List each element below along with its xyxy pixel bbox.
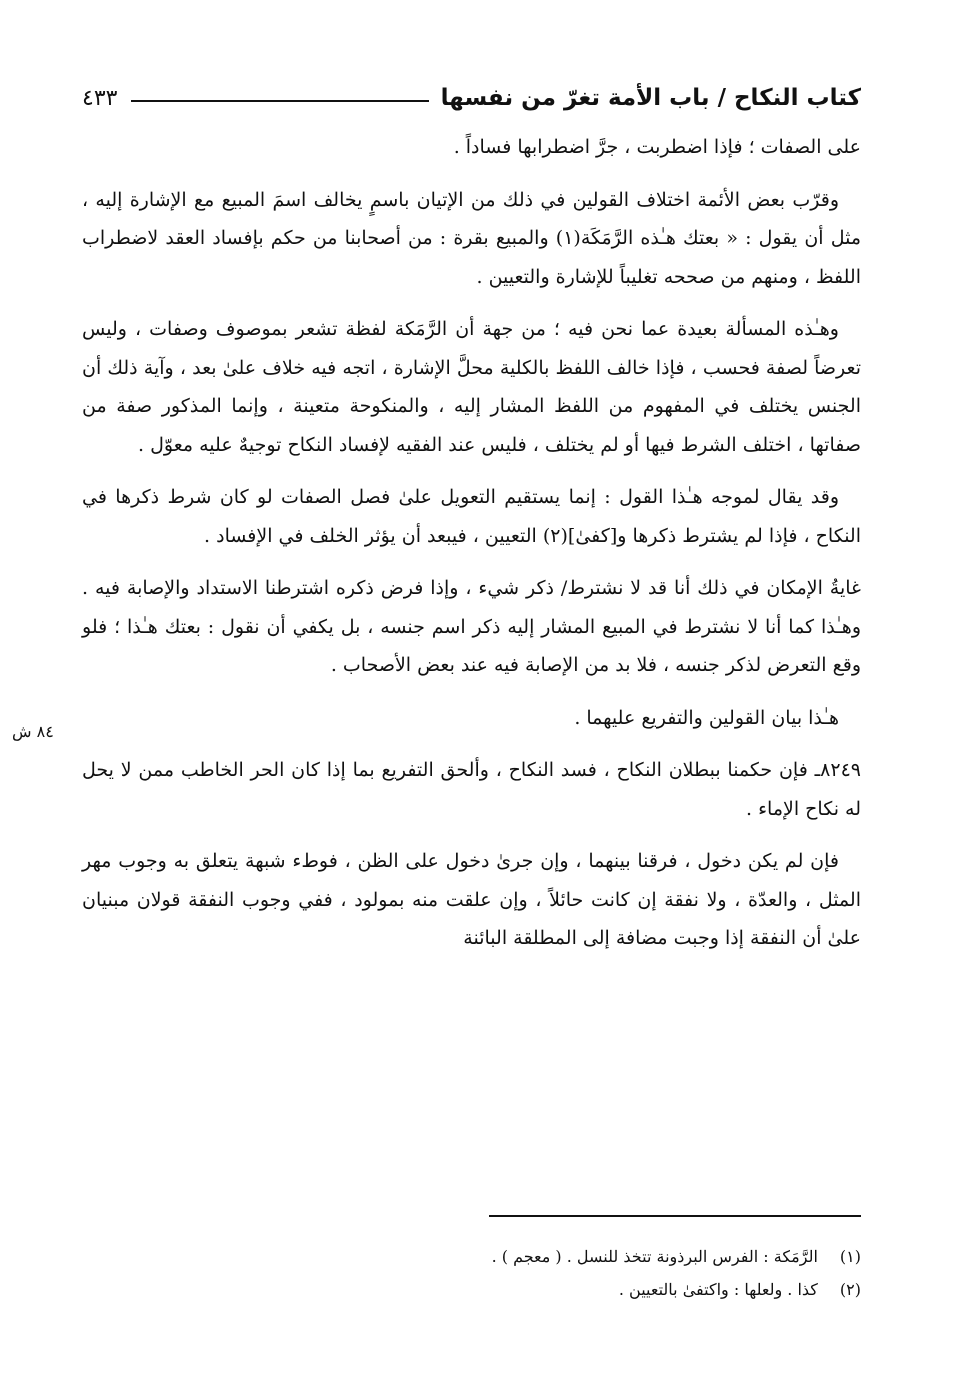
paragraph-numbered: ٨٢٤٩ـ فإن حكمنا ببطلان النكاح ، فسد النكاح ، وألحق التفريع بما إذا كان الحر الخاطب ممن لا يحل له نكاح الإماء . — [82, 759, 861, 820]
main-text — [82, 128, 861, 972]
margin-manuscript-ref: ٨٤ ش — [12, 722, 54, 741]
footnote-item — [82, 1240, 861, 1273]
footnote-number: (١) — [839, 1247, 861, 1266]
footnote-item — [82, 1273, 861, 1306]
footnotes — [82, 1240, 861, 1306]
paragraph: هـٰذا بيان القولين والتفريع عليهما . — [574, 706, 839, 729]
paragraph: على الصفات ؛ فإذا اضطربت ، جرَّ اضطرابها فساداً . — [453, 136, 861, 158]
page-number: ٤٣٣ — [82, 85, 118, 111]
running-header — [82, 78, 861, 118]
header-title: كتاب النكاح / باب الأمة تغرّ من نفسها — [440, 85, 861, 111]
footnote-separator — [489, 1215, 861, 1217]
footnote-text: الرَّمَكة : الفرس البرذونة تتخذ للنسل . ( معجم ) . — [491, 1247, 818, 1266]
paragraph: وهـٰذه المسألة بعيدة عما نحن فيه ؛ من جهة أن الرَّمَكة لفظة تشعر بموصوف وصفات ، وليس تعرضاً لصفة فحسب ، فإذا خالف اللفظ بالكلية محلَّ الإشارة ، اتجه فيه خلاف علىٰ بعد ، وآية ذلك أن الجنس يختلف في المفهوم من اللفظ المشار إليه ، والمنكوحة متعينة ، وإنما المذكور صفة من صفاتها ، اختلف الشرط فيها أو لم يختلف ، فليس عند الفقيه لإفساد النكاح توجيهٌ عليه معوّل . — [82, 318, 861, 456]
paragraph: غايةُ الإمكان في ذلك أنا قد لا نشترط/ ذكر شيء ، وإذا فرض ذكره اشترطنا الاستداد والإصابة فيه . وهـٰذا كما أنا لا نشترط في المبيع المشار إليه ذكر اسم جنسه ، بل يكفي أن نقول : بعتك هـٰذا ؛ فلو وقع التعرض لذكر جنسه ، فلا بد من الإصابة فيه عند بعض الأصحاب . — [82, 577, 861, 676]
paragraph: وقرّب بعض الأئمة اختلاف القولين في ذلك من الإتيان باسمٍ يخالف اسمَ المبيع مع الإشارة إليه ، مثل أن يقول : « بعتك هـٰذه الرَّمَكَة(١) والمبيع بقرة : من أصحابنا من حكم بإفساد العقد لاضطراب اللفظ ، ومنهم من صححه تغليباً للإشارة والتعيين . — [82, 188, 861, 288]
header-rule — [131, 100, 428, 102]
footnote-text: كذا . ولعلها : واكتفىٰ بالتعيين . — [618, 1280, 818, 1299]
paragraph: فإن لم يكن دخول ، فرقنا بينهما ، وإن جرىٰ دخول على الظن ، فوطء شبهة يتعلق به وجوب مهر المثل ، والعدّة ، ولا نفقة إن كانت حائلاً ، وإن علقت منه بمولود ، ففي وجوب النفقة قولان مبنيان علىٰ أن النفقة إذا وجبت مضافة إلى المطلقة البائنة — [82, 850, 861, 949]
paragraph: وقد يقال لموجه هـٰذا القول : إنما يستقيم التعويل علىٰ فصل الصفات لو كان شرط ذكرها في النكاح ، فإذا لم يشترط ذكرها و[كفىٰ](٢) التعيين ، فيبعد أن يؤثر الخلف في الإفساد . — [82, 486, 861, 547]
footnote-number: (٢) — [839, 1280, 861, 1299]
